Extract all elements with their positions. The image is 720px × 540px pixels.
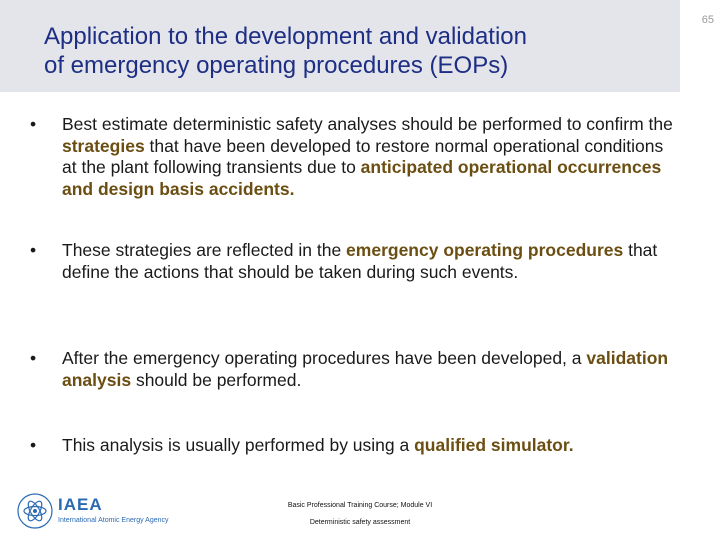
slide-title-line-2: of emergency operating procedures (EOPs)	[44, 52, 509, 79]
bullet-marker: •	[30, 114, 37, 134]
bullet-text-run: that have been developed to restore normal operational conditions at the plant following transients due to	[62, 135, 664, 177]
highlighted-term: strategies	[62, 135, 145, 156]
logo-subtitle: International Atomic Energy Agency	[58, 517, 169, 524]
page-number: 65	[701, 14, 714, 26]
highlighted-term: anticipated operational occurrences and design basis accidents.	[62, 157, 662, 199]
bullet-marker: •	[30, 348, 37, 368]
bullet-text-run: This analysis is usually performed by using a	[62, 435, 415, 455]
bullet-text	[62, 348, 682, 391]
footer-course: Basic Professional Training Course; Module VI	[287, 502, 433, 509]
atom-emblem-icon	[16, 492, 54, 530]
bullet-text-run: These strategies are reflected in the	[62, 240, 347, 260]
bullet-text-run: Best estimate deterministic safety analyses should be performed to confirm the	[62, 114, 673, 134]
bullet-text-run: that define the actions that should be taken during such events.	[62, 240, 658, 282]
bullet-text-run: After the emergency operating procedures have been developed, a	[62, 348, 587, 368]
bullet-marker: •	[30, 240, 37, 260]
bullet-text	[62, 435, 682, 457]
slide-title-line-1: Application to the development and validation	[44, 23, 527, 50]
iaea-logo	[16, 492, 176, 532]
bullet-marker: •	[30, 435, 37, 455]
logo-wordmark: IAEA	[58, 495, 103, 514]
highlighted-term: validation analysis	[62, 348, 669, 390]
bullet-text	[62, 240, 682, 283]
footer-topic: Deterministic safety assessment	[309, 519, 411, 526]
bullet-text	[62, 114, 682, 200]
highlighted-term: emergency operating procedures	[346, 240, 624, 260]
bullet-text-run: should be performed.	[131, 369, 302, 390]
highlighted-term: qualified simulator.	[414, 435, 574, 455]
